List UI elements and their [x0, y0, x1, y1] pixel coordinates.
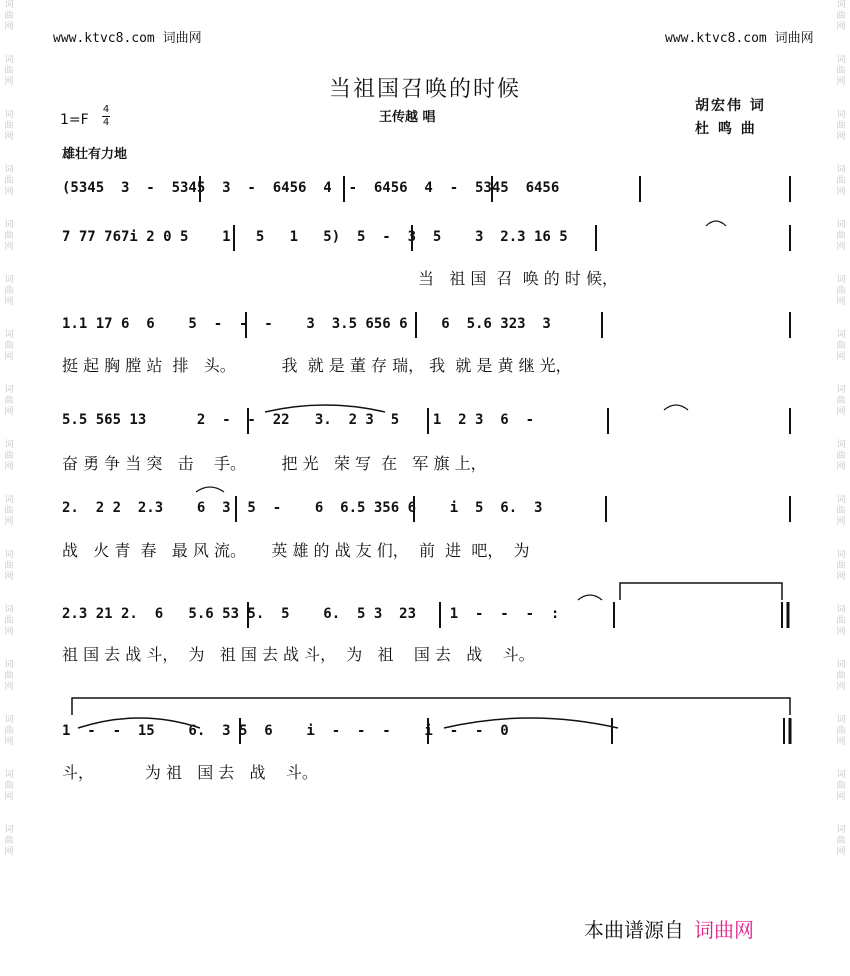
slur-line-5 [196, 487, 224, 492]
watermark-text: 词 曲 网 [4, 330, 14, 362]
slur-line-4 [664, 405, 688, 410]
notation-line-5: 2. 2 2 2.3 6 3 5 - 6 6.5 356 6 i 5 6. 3 [62, 500, 543, 516]
lyric-line-4: 战 火 青 春 最 风 流。 英 雄 的 战 友 们， 前 进 吧， 为 [62, 541, 530, 560]
slur-line-2 [706, 221, 726, 226]
watermark-text: 词 曲 网 [4, 550, 14, 582]
left-watermark-strip [0, 0, 18, 976]
watermark-text: 词 曲 网 [4, 825, 14, 857]
watermark-text: 词 曲 网 [4, 0, 14, 32]
song-title: 当祖国召唤的时候 [328, 77, 521, 102]
lyric-line-3: 奋 勇 争 当 突 击 手。 把 光 荣 写 在 军 旗 上， [62, 454, 487, 473]
watermark-text: 词 曲 网 [836, 605, 846, 637]
watermark-text: 词 曲 网 [836, 220, 846, 252]
watermark-text: 词 曲 网 [836, 660, 846, 692]
volta-2-bracket [72, 698, 790, 715]
watermark-text: 词 曲 网 [4, 715, 14, 747]
notation-line-3: 1.1 17 6 6 5 - - - 3 3.5 656 6 6 5.6 323 3 [62, 316, 551, 332]
watermark-text: 词 曲 网 [836, 495, 846, 527]
key-signature: 1=F [60, 112, 89, 128]
slur-line-6 [578, 595, 602, 600]
lyric-line-1: 当 祖 国 召 唤 的 时 候， [418, 269, 618, 288]
notation-line-7: 1 - - 15 6. 3 5 6 i - - - i - - 0 [62, 723, 509, 739]
watermark-text: 词 曲 网 [4, 495, 14, 527]
time-signature [102, 104, 110, 129]
composer-credit: 杜 鸣 曲 [695, 121, 757, 137]
volta-1-bracket [620, 583, 782, 600]
lyric-line-5: 祖 国 去 战 斗， 为 祖 国 去 战 斗， 为 祖 国 去 战 斗。 [62, 645, 535, 664]
lyricist-credit: 胡宏伟 词 [695, 98, 766, 114]
lyric-line-6: 斗， 为 祖 国 去 战 斗。 [62, 763, 318, 782]
footer-source-label: 本曲谱源自 [584, 918, 684, 942]
right-watermark-strip [832, 0, 850, 976]
watermark-text: 词 曲 网 [836, 55, 846, 87]
singer-credit: 王传越 唱 [379, 110, 436, 125]
watermark-text: 词 曲 网 [836, 385, 846, 417]
notation-line-6: 2.3 21 2. 6 5.6 53 5. 5 6. 5 3 23 1 - - - : [62, 606, 560, 622]
lyric-line-2: 挺 起 胸 膛 站 排 头。 我 就 是 董 存 瑞， 我 就 是 黄 继 光， [62, 356, 572, 375]
watermark-text: 词 曲 网 [836, 825, 846, 857]
watermark-text: 词 曲 网 [836, 330, 846, 362]
notation-line-4: 5.5 565 13 2 - - 22 3. 2 3 5 1 2 3 6 - [62, 412, 535, 428]
watermark-text: 词 曲 网 [4, 220, 14, 252]
time-signature-bottom: 4 [102, 117, 110, 128]
watermark-text: 词 曲 网 [836, 165, 846, 197]
watermark-text: 词 曲 网 [4, 55, 14, 87]
watermark-text: 词 曲 网 [836, 770, 846, 802]
watermark-text: 词 曲 网 [836, 110, 846, 142]
tie-line-4 [265, 405, 385, 412]
watermark-text: 词 曲 网 [836, 0, 846, 32]
watermark-text: 词 曲 网 [836, 715, 846, 747]
tempo-marking: 雄壮有力地 [62, 147, 128, 162]
site-url-left[interactable]: www.ktvc8.com 词曲网 [53, 31, 202, 46]
watermark-text: 词 曲 网 [4, 770, 14, 802]
watermark-text: 词 曲 网 [4, 385, 14, 417]
watermark-text: 词 曲 网 [4, 165, 14, 197]
watermark-text: 词 曲 网 [4, 605, 14, 637]
watermark-text: 词 曲 网 [4, 110, 14, 142]
site-url-right[interactable]: www.ktvc8.com 词曲网 [665, 31, 814, 46]
footer-source [584, 914, 754, 943]
watermark-text: 词 曲 网 [4, 275, 14, 307]
watermark-text: 词 曲 网 [836, 550, 846, 582]
watermark-text: 词 曲 网 [836, 440, 846, 472]
notation-line-1: (5345 3 - 5345 3 - 6456 4 - 6456 4 - 5345 6456 [62, 180, 560, 196]
time-signature-top: 4 [102, 104, 110, 115]
watermark-text: 词 曲 网 [4, 440, 14, 472]
watermark-text: 词 曲 网 [836, 275, 846, 307]
watermark-text: 词 曲 网 [4, 660, 14, 692]
footer-brand-link[interactable]: 词曲网 [694, 918, 754, 942]
notation-line-2: 7 77 767i 2 0 5 1 5 1 5) 5 - 3 5 3 2.3 16 5 [62, 229, 568, 245]
